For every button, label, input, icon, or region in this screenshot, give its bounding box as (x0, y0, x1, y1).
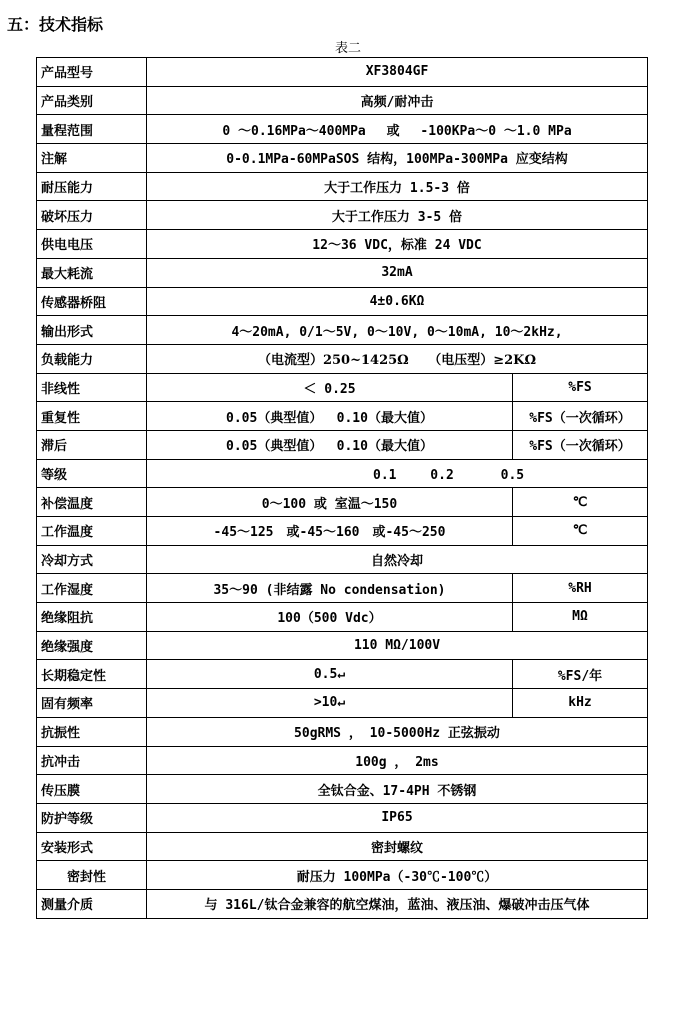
row-value: 4～20mA, 0/1～5V, 0～10V, 0～10mA, 10～2kHz, (147, 316, 648, 345)
row-value: 32mA (147, 258, 648, 287)
row-value: IP65 (147, 803, 648, 832)
table-row (37, 574, 648, 603)
row-label: 防护等级 (37, 803, 147, 832)
row-unit: MΩ (513, 603, 648, 632)
table-row (37, 373, 648, 402)
table-row (37, 746, 648, 775)
table-row (37, 172, 648, 201)
row-label: 抗振性 (37, 717, 147, 746)
table-row (37, 689, 648, 718)
row-label: 量程范围 (37, 115, 147, 144)
row-label: 绝缘强度 (37, 631, 147, 660)
row-unit: kHz (513, 689, 648, 718)
row-value: 35～90 (非结露 No condensation) (147, 574, 513, 603)
row-label: 安装形式 (37, 832, 147, 861)
table-row (37, 258, 648, 287)
row-value: 0.05（典型值） 0.10（最大值） (147, 402, 513, 431)
row-value: ＜ 0.25 (147, 373, 513, 402)
row-value: 0～100 或 室温～150 (147, 488, 513, 517)
table-row (37, 517, 648, 546)
row-value: 110 MΩ/100V (147, 631, 648, 660)
table-row (37, 861, 648, 890)
row-label: 固有频率 (37, 689, 147, 718)
row-unit: %FS（一次循环） (513, 430, 648, 459)
row-value: 大于工作压力 3-5 倍 (147, 201, 648, 230)
table-row (37, 803, 648, 832)
table-row (37, 603, 648, 632)
row-value: 高频/耐冲击 (147, 86, 648, 115)
row-value: 自然冷却 (147, 545, 648, 574)
row-label: 产品类别 (37, 86, 147, 115)
row-value: 与 316L/钛合金兼容的航空煤油，蓝油、液压油、爆破冲击压气体 (147, 889, 648, 918)
table-row (37, 488, 648, 517)
row-value: 大于工作压力 1.5-3 倍 (147, 172, 648, 201)
row-unit: ℃ (513, 488, 648, 517)
row-value: 密封螺纹 (147, 832, 648, 861)
row-value: 50gRMS ， 10-5000Hz 正弦振动 (147, 717, 648, 746)
spec-table (36, 57, 648, 919)
row-value: XF3804GF (147, 58, 648, 87)
row-value: 0.05（典型值） 0.10（最大值） (147, 430, 513, 459)
table-row (37, 402, 648, 431)
row-value: 0.1 0.2 0.5 (147, 459, 648, 488)
row-label: 抗冲击 (37, 746, 147, 775)
row-label: 最大耗流 (37, 258, 147, 287)
row-label: 产品型号 (37, 58, 147, 87)
table-row (37, 230, 648, 259)
row-value: 100（500 Vdc） (147, 603, 513, 632)
row-value: >10↵ (147, 689, 513, 718)
table-row (37, 58, 648, 87)
row-value: 12～36 VDC，标准 24 VDC (147, 230, 648, 259)
table-row (37, 115, 648, 144)
row-unit: %FS (513, 373, 648, 402)
row-label: 冷却方式 (37, 545, 147, 574)
table-row (37, 889, 648, 918)
row-label: 滞后 (37, 430, 147, 459)
row-label: 重复性 (37, 402, 147, 431)
row-unit: %FS（一次循环） (513, 402, 648, 431)
row-label: 传感器桥阻 (37, 287, 147, 316)
row-unit: %FS/年 (513, 660, 648, 689)
row-label: 供电电压 (37, 230, 147, 259)
table-row (37, 459, 648, 488)
row-value: 耐压力 100MPa（-30℃-100℃） (147, 861, 648, 890)
row-value: 0 ～0.16MPa～400MPa 或 -100KPa～0 ～1.0 MPa (147, 115, 648, 144)
row-label: 耐压能力 (37, 172, 147, 201)
row-label: 测量介质 (37, 889, 147, 918)
row-value: -45～125 或-45～160 或-45～250 (147, 517, 513, 546)
row-value: 全钛合金、17-4PH 不锈钢 (147, 775, 648, 804)
row-label: 密封性 (37, 861, 147, 890)
table-row (37, 660, 648, 689)
row-label: 长期稳定性 (37, 660, 147, 689)
row-label: 绝缘阻抗 (37, 603, 147, 632)
table-row (37, 430, 648, 459)
table-row (37, 344, 648, 373)
row-label: 传压膜 (37, 775, 147, 804)
row-label: 非线性 (37, 373, 147, 402)
table-row (37, 316, 648, 345)
table-row (37, 545, 648, 574)
row-unit: ℃ (513, 517, 648, 546)
row-label: 工作温度 (37, 517, 147, 546)
row-label: 负载能力 (37, 344, 147, 373)
table-row (37, 631, 648, 660)
table-row (37, 775, 648, 804)
row-value: 4±0.6KΩ (147, 287, 648, 316)
table-row (37, 287, 648, 316)
row-label: 破坏压力 (37, 201, 147, 230)
table-row (37, 144, 648, 173)
row-unit: %RH (513, 574, 648, 603)
row-label: 补偿温度 (37, 488, 147, 517)
section-title: 五：技术指标 (7, 15, 104, 34)
row-label: 工作湿度 (37, 574, 147, 603)
table-caption: 表二 (334, 41, 361, 56)
table-row (37, 201, 648, 230)
row-value: 0-0.1MPa-60MPaSOS 结构，100MPa-300MPa 应变结构 (147, 144, 648, 173)
table-row (37, 86, 648, 115)
row-value: （电流型）250~1425Ω （电压型）≥2KΩ (147, 344, 648, 373)
row-label: 注解 (37, 144, 147, 173)
table-row (37, 717, 648, 746)
row-value: 0.5↵ (147, 660, 513, 689)
table-row (37, 832, 648, 861)
row-label: 等级 (37, 459, 147, 488)
row-label: 输出形式 (37, 316, 147, 345)
row-value: 100g ， 2ms (147, 746, 648, 775)
